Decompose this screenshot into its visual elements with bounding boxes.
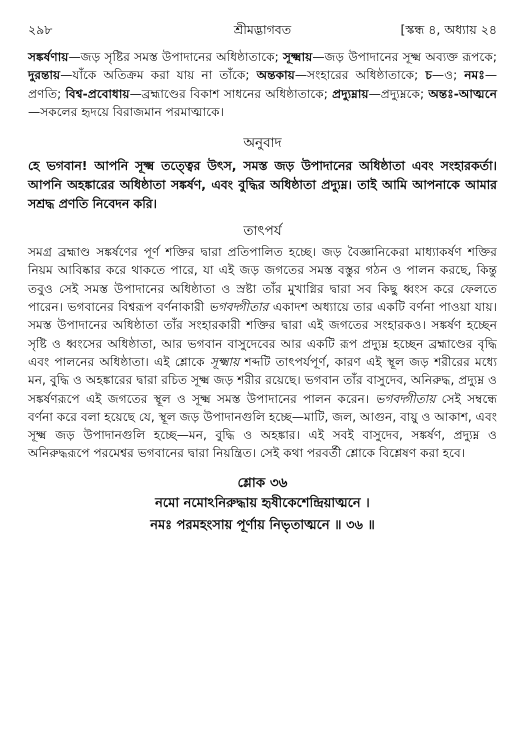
page-body (28, 48, 497, 537)
synonym-term: দুরন্তায় (28, 68, 61, 83)
synonym-term: সূক্ষ্মায় (282, 50, 313, 64)
purport-italic: ভগবদ্গীতার (208, 300, 269, 315)
synonym-meaning: —প্রদ্যুম্নকে; (368, 86, 429, 101)
synonym-meaning: —সকলের হৃদয়ে বিরাজমান পরমাত্মাকে। (28, 104, 224, 119)
translation-heading: অনুবাদ (243, 135, 282, 152)
section-reference: [স্কন্ধ ৪, অধ্যায় ২৪ (400, 22, 497, 37)
purport-segment: সমগ্র ব্রহ্মাণ্ড সঙ্কর্ষণের পূর্ণ শক্তির দ্বারা প্রতিপালিত হচ্ছে। জড় বৈজ্ঞানিকেরা মাধ্যাকর্ষণ শক্তির নিয়ম আবিষ্কার করে থাকতে পারে, যা এই জড় জগতের সমস্ত বস্তুর গঠন ও পালন করছে, কিন্তু তবুও সেই সমস্ত উপাদানের অধিষ্ঠাতা ও স্রষ্টা তাঁর মুখাগ্নির দ্বারা সব কিছু ধ্বংস করে ফেলতে পারেন। ভগবানের বিশ্বরূপ বর্ণনাকারী (28, 245, 497, 315)
purport-italic: ভগবদ্গীতায় (375, 391, 436, 406)
synonym-meaning: —ও; (431, 68, 465, 83)
synonym-term: প্রদ্যুম্নায় (332, 86, 369, 101)
purport-text (28, 243, 497, 463)
purport-segment: সেই সম্বন্ধে বর্ণনা করে বলা হয়েছে যে, স্থূল জড় উপাদানগুলি হচ্ছে—মাটি, জল, আগুন, বায়ু ও আকাশ, এবং সূক্ষ্ম জড় উপাদানগুলি হচ্ছে—মন, বুদ্ধি ও অহঙ্কার। এই সবই বাসুদেব, সঙ্কর্ষণ, প্রদ্যুম্ন ও অনিরুদ্ধরূপে পরমেশ্বর ভগবানের দ্বারা নিয়ন্ত্রিত। সেই কথা পরবর্তী শ্লোকে বিশ্লেষণ করা হবে। (28, 391, 497, 461)
synonym-meaning: —যাঁকে অতিক্রম করা যায় না তাঁকে; (60, 68, 257, 83)
synonym-meaning: —প্রণতি; (28, 68, 498, 101)
synonym-meaning: —জড় উপাদানের সূক্ষ্ম অব্যক্ত রূপকে; (312, 50, 497, 64)
verse-line-2: নমঃ পরমহংসায় পূর্ণায় নিভৃতাত্মনে ॥ ৩৬ ॥ (150, 517, 375, 533)
purport-heading: তাৎপর্য (243, 223, 282, 240)
synonym-term: বিশ্ব-প্রবোধায় (65, 86, 130, 101)
synonym-meaning: —সংহারের অধিষ্ঠাতাকে; (294, 68, 426, 83)
synonym-meaning: —ব্রহ্মাণ্ডের বিকাশ সাধনের অধিষ্ঠাতাকে; (129, 86, 333, 101)
synonym-meaning: —জড় সৃষ্টির সমস্ত উপাদানের অধিষ্ঠাতাকে; (68, 50, 283, 64)
page-header (28, 22, 497, 40)
synonym-term: নমঃ (464, 68, 485, 83)
synonym-term: চ (425, 68, 432, 83)
purport-segment: একাদশ অধ্যায়ে তার একটি বর্ণনা পাওয়া যায়। সমস্ত উপাদানের অধিষ্ঠাতা তাঁর সংহারকারী শক্তির দ্বারা এই জগতের সংহারকও। সঙ্কর্ষণ হচ্ছেন সৃষ্টি ও ধ্বংসের অধিষ্ঠাতা, আর ভগবান বাসুদেবের আর একটি রূপ প্রদ্যুম্ন হচ্ছেন ব্রহ্মাণ্ডের বৃদ্ধি এবং পালনের অধিষ্ঠাতা। এই শ্লোকে (28, 300, 498, 369)
synonym-term: সঙ্কর্ষণায় (28, 50, 69, 64)
verse-line-1: নমো নমোঽনিরুদ্ধায় হৃষীকেশেন্দ্রিয়াত্মনে । (155, 495, 370, 511)
translation-text: হে ভগবান! আপনি সূক্ষ্ম তত্ত্বের উৎস, সমস্ত জড় উপাদানের অধিষ্ঠাতা এবং সংহারকর্তা। আপনি অহঙ্কারের অধিষ্ঠাতা সঙ্কর্ষণ, এবং বুদ্ধির অধিষ্ঠাতা প্রদ্যুম্ন। তাই আমি আপনাকে আমার সশ্রদ্ধ প্রণতি নিবেদন করি। (28, 158, 497, 212)
synonym-term: অন্তকায় (256, 68, 295, 83)
page-number: ২৯৮ (28, 22, 53, 37)
verse-title: শ্লোক ৩৬ (237, 474, 288, 491)
synonym-term: অন্তঃ-আত্মনে (428, 86, 497, 101)
running-title: শ্রীমদ্ভাগবত (233, 22, 292, 37)
purport-italic: সূক্ষ্মায় (209, 354, 240, 369)
purport-segment: শব্দটি তাৎপর্যপূর্ণ, কারণ এই স্থূল জড় শরীরের মধ্যে মন, বুদ্ধি ও অহঙ্কারের দ্বারা রচিত সূক্ষ্ম জড় শরীর রয়েছে। ভগবান তাঁর বাসুদেব, অনিরুদ্ধ, প্রদ্যুম্ন ও সঙ্কর্ষণরূপে এই জগতের স্থূল ও সূক্ষ্ম সমস্ত উপাদানের পালন করেন। (28, 354, 498, 406)
synonyms-paragraph (28, 48, 497, 121)
